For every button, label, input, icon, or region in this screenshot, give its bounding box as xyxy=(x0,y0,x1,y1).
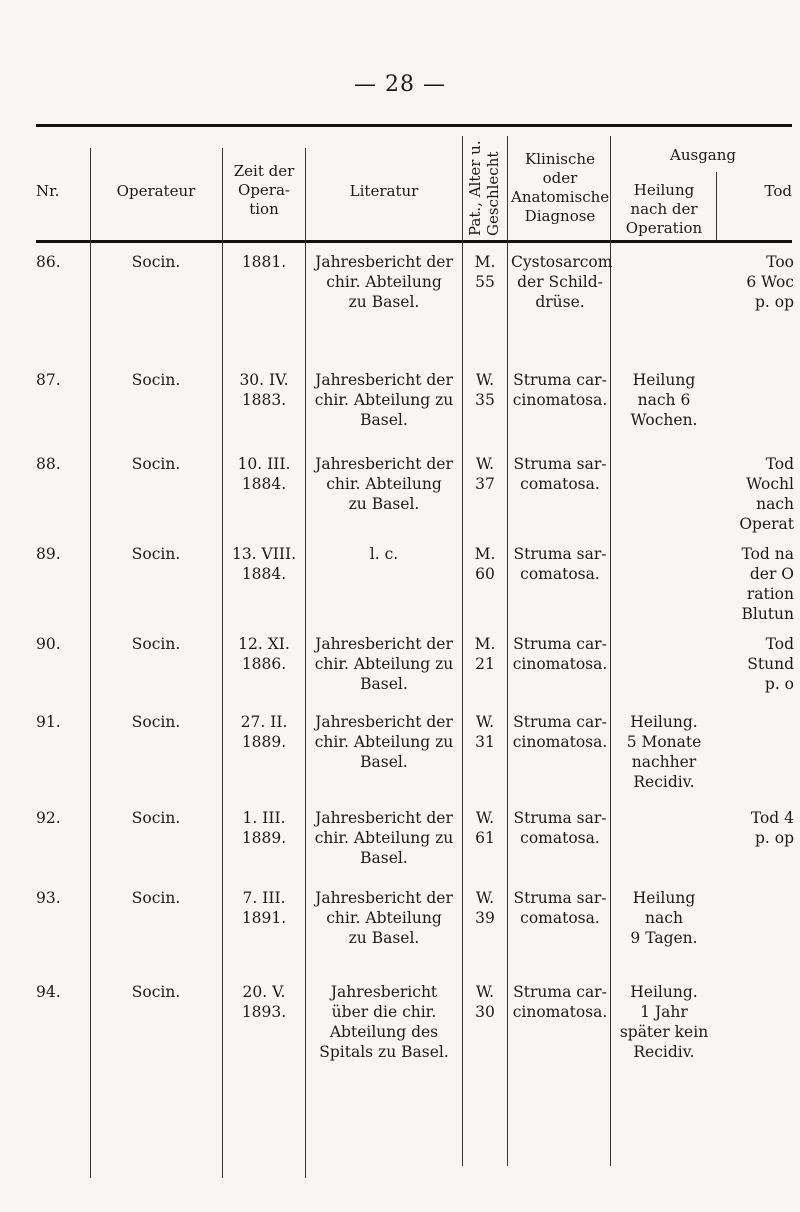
cell-literatur: Jahresbericht der chir. Abteilung zu Basel. xyxy=(314,713,454,771)
column-divider xyxy=(462,136,463,1166)
cell-literatur: Jahresbericht über die chir. Abteilung des Spitals zu Basel. xyxy=(319,983,449,1061)
cell-operateur: Socin. xyxy=(131,889,181,907)
cell-pat: W. 39 xyxy=(475,889,495,927)
cell-diagnose: Struma car- cinomatosa. xyxy=(512,635,608,673)
cell-operateur: Socin. xyxy=(131,371,181,389)
table-header-rule xyxy=(36,240,792,243)
page-number: — 28 — xyxy=(354,72,446,97)
cell-diagnose: Struma car- cinomatosa. xyxy=(512,983,608,1021)
header-nr: Nr. xyxy=(36,182,60,200)
column-divider xyxy=(716,172,717,240)
cell-zeit: 20. V. 1893. xyxy=(241,983,287,1021)
header-tod: Tod xyxy=(764,182,792,200)
column-divider xyxy=(507,136,508,1166)
cell-tod: Too 6 Woc p. op xyxy=(746,253,794,311)
cell-pat: M. 55 xyxy=(474,253,496,291)
cell-nr: 88. xyxy=(36,455,61,473)
cell-literatur: Jahresbericht der chir. Abteilung zu Basel. xyxy=(315,889,453,947)
header-zeit: Zeit der Opera- tion xyxy=(233,162,295,218)
header-ausgang: Ausgang xyxy=(670,146,736,164)
cell-zeit: 1881. xyxy=(241,253,287,271)
cell-nr: 92. xyxy=(36,809,61,827)
cell-operateur: Socin. xyxy=(131,983,181,1001)
cell-tod: Tod na der O ration Blutun xyxy=(741,545,794,623)
cell-pat: W. 61 xyxy=(475,809,495,847)
cell-zeit: 27. II. 1889. xyxy=(240,713,288,751)
cell-operateur: Socin. xyxy=(131,545,181,563)
cell-zeit: 7. III. 1891. xyxy=(241,889,287,927)
cell-diagnose: Struma car- cinomatosa. xyxy=(512,713,608,751)
cell-nr: 89. xyxy=(36,545,61,563)
cell-literatur: l. c. xyxy=(369,545,399,563)
table-top-rule xyxy=(36,124,792,127)
cell-heilung: Heilung. 1 Jahr später kein Recidiv. xyxy=(619,983,709,1061)
cell-diagnose: Struma sar- comatosa. xyxy=(513,889,607,927)
cell-diagnose: Struma sar- comatosa. xyxy=(513,809,607,847)
column-divider xyxy=(222,148,223,1178)
cell-literatur: Jahresbericht der chir. Abteilung zu Basel. xyxy=(315,253,453,311)
cell-heilung: Heilung nach 6 Wochen. xyxy=(630,371,698,429)
cell-operateur: Socin. xyxy=(131,455,181,473)
cell-diagnose: Struma sar- comatosa. xyxy=(513,455,607,493)
cell-nr: 94. xyxy=(36,983,61,1001)
cell-zeit: 13. VIII. 1884. xyxy=(231,545,297,583)
cell-heilung: Heilung nach 9 Tagen. xyxy=(630,889,698,947)
cell-operateur: Socin. xyxy=(131,253,181,271)
cell-diagnose: Struma car- cinomatosa. xyxy=(512,371,608,409)
column-divider xyxy=(90,148,91,1178)
header-operateur: Operateur xyxy=(116,182,196,200)
header-pat: Pat., Alter u. Geschlecht xyxy=(466,140,502,236)
cell-operateur: Socin. xyxy=(131,635,181,653)
cell-nr: 93. xyxy=(36,889,61,907)
cell-literatur: Jahresbericht der chir. Abteilung zu Basel. xyxy=(315,455,453,513)
cell-nr: 91. xyxy=(36,713,61,731)
cell-operateur: Socin. xyxy=(131,809,181,827)
cell-operateur: Socin. xyxy=(131,713,181,731)
cell-zeit: 12. XI. 1886. xyxy=(238,635,290,673)
column-divider xyxy=(305,148,306,1178)
cell-nr: 86. xyxy=(36,253,61,271)
cell-pat: W. 35 xyxy=(475,371,495,409)
cell-pat: M. 60 xyxy=(474,545,496,583)
cell-pat: W. 37 xyxy=(475,455,495,493)
cell-pat: W. 30 xyxy=(475,983,495,1021)
cell-nr: 90. xyxy=(36,635,61,653)
cell-pat: M. 21 xyxy=(474,635,496,673)
column-divider xyxy=(610,136,611,1166)
cell-heilung: Heilung. 5 Monate nachher Recidiv. xyxy=(626,713,702,791)
cell-literatur: Jahresbericht der chir. Abteilung zu Basel. xyxy=(314,371,454,429)
header-diagnose: Klinische oder Anatomische Diagnose xyxy=(511,150,610,225)
cell-zeit: 1. III. 1889. xyxy=(241,809,287,847)
cell-pat: W. 31 xyxy=(475,713,495,751)
cell-nr: 87. xyxy=(36,371,61,389)
cell-zeit: 30. IV. 1883. xyxy=(239,371,289,409)
cell-tod: Tod Wochl nach Operat xyxy=(739,455,794,533)
header-heilung: Heilung nach der Operation xyxy=(625,181,703,237)
cell-diagnose: Cystosarcom der Schild- drüse. xyxy=(511,253,613,311)
cell-literatur: Jahresbericht der chir. Abteilung zu Basel. xyxy=(314,635,454,693)
cell-tod: Tod 4 p. op xyxy=(750,809,794,847)
cell-diagnose: Struma sar- comatosa. xyxy=(513,545,607,583)
cell-literatur: Jahresbericht der chir. Abteilung zu Basel. xyxy=(314,809,454,867)
header-literatur: Literatur xyxy=(349,182,419,200)
cell-tod: Tod Stund p. o xyxy=(747,635,794,693)
cell-zeit: 10. III. 1884. xyxy=(237,455,291,493)
